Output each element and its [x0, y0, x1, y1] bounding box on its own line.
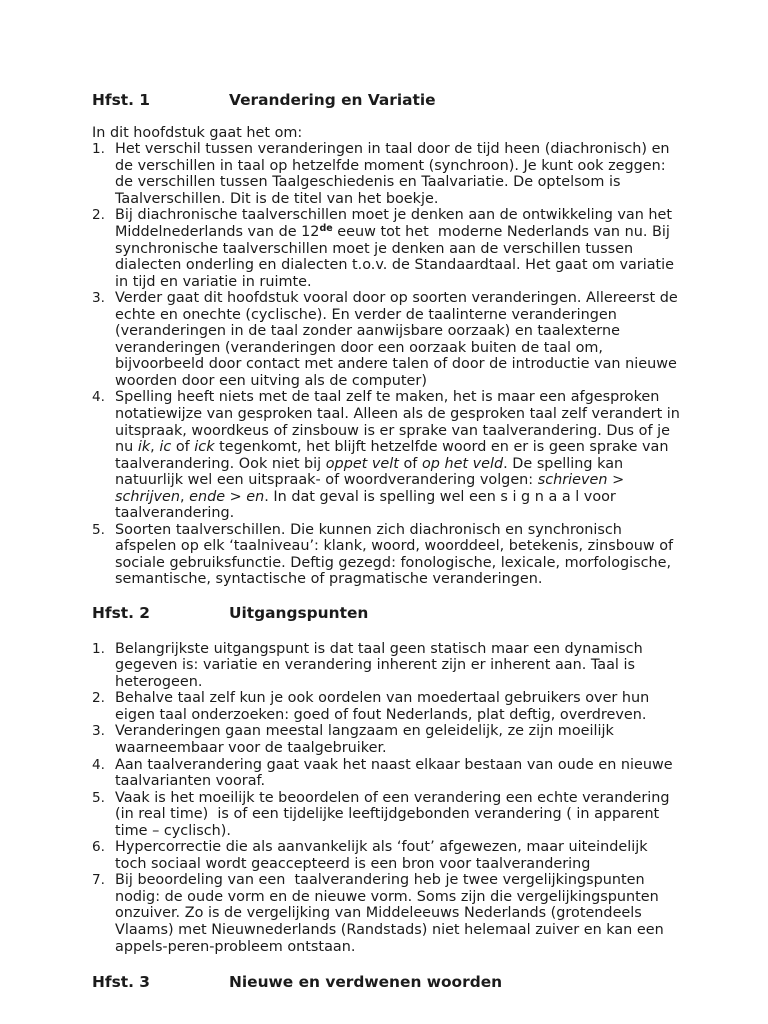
list-item-number: 7. [92, 872, 105, 889]
list-item-line: de verschillen tussen Taalgeschiedenis en Taalvariatie. De optelsom is [115, 174, 621, 191]
list-item-line: Bij beoordeling van een taalverandering heb je twee vergelijkingspunten [115, 872, 645, 889]
list-item-number: 1. [92, 141, 105, 158]
chapter-intro: In dit hoofdstuk gaat het om: [92, 124, 303, 141]
numbered-list [92, 641, 732, 955]
list-item-text [115, 207, 732, 290]
list-item-text [115, 690, 732, 723]
text-segment: . In dat geval is spelling wel een s i g n a a l voor [264, 488, 616, 505]
chapter-2 [92, 604, 732, 955]
list-item-line: Verder gaat dit hoofdstuk vooral door op soorten veranderingen. Allereerst de [115, 290, 678, 307]
chapter-title: Verandering en Variatie [229, 91, 436, 109]
chapter-heading [92, 973, 732, 991]
chapter-1 [92, 91, 732, 588]
text-segment: of [398, 455, 422, 472]
list-item-line: heterogeen. [115, 673, 203, 690]
chapter-heading [92, 91, 732, 109]
text-segment: nu [115, 439, 138, 456]
list-item-line: afspelen op elk ‘taalniveau’: klank, woord, woorddeel, betekenis, zinsbouw of [115, 538, 674, 555]
list-item-line: sociale gebruiksfunctie. Deftig gezegd: fonologische, lexicale, morfologische, [115, 554, 672, 571]
list-item-line [115, 456, 732, 473]
list-item-line: waarneembaar voor de taalgebruiker. [115, 739, 387, 756]
list-item-line: nodig: de oude vorm en de nieuwe vorm. Soms zijn die vergelijkingspunten [115, 888, 659, 905]
list-item-number: 4. [92, 389, 105, 406]
list-item-number: 5. [92, 789, 105, 806]
list-item-line: eigen taal onderzoeken: goed of fout Nederlands, plat deftig, overdreven. [115, 706, 647, 723]
list-item-text [115, 290, 732, 389]
list-item-text [115, 839, 732, 872]
list-item [92, 141, 732, 207]
list-item-number: 2. [92, 207, 105, 224]
text-segment: natuurlijk wel een uitspraak- of woordverandering volgen: [115, 472, 538, 489]
italic-text: schrieven > [537, 472, 625, 489]
list-item-line: onzuiver. Zo is de vergelijking van Middeleeuws Nederlands (grotendeels [115, 905, 642, 922]
text-segment: , [150, 439, 160, 456]
list-item-line: taalverandering. [115, 505, 235, 522]
list-item [92, 790, 732, 840]
list-item-line: woorden door een uitving als de computer) [115, 372, 427, 389]
italic-text: ik [137, 439, 151, 456]
chapter-3 [92, 973, 732, 991]
text-segment: Middelnederlands van de 12 [115, 223, 320, 240]
text-segment: taalverandering. Ook niet bij [115, 455, 326, 472]
superscript-text: de [319, 222, 333, 234]
list-item-line: Aan taalverandering gaat vaak het naast elkaar bestaan van oude en nieuwe [115, 756, 673, 773]
list-item-line: gegeven is: variatie en verandering inherent zijn er inherent aan. Taal is [115, 657, 635, 674]
list-item-line: Behalve taal zelf kun je ook oordelen van moedertaal gebruikers over hun [115, 690, 650, 707]
text-segment: , [179, 488, 190, 505]
list-item-line: taalvarianten vooraf. [115, 773, 266, 790]
list-item-text [115, 757, 732, 790]
italic-text: ende [189, 488, 226, 505]
list-item-line: echte en onechte (cyclische). En verder de taalinterne veranderingen [115, 306, 617, 323]
list-item-text [115, 389, 732, 521]
list-item-line: in tijd en variatie in ruimte. [115, 273, 312, 290]
list-item-line: Hypercorrectie die als aanvankelijk als ‘fout’ afgewezen, maar uiteindelijk [115, 839, 648, 856]
list-item-line: Het verschil tussen veranderingen in taal door de tijd heen (diachronisch) en [115, 141, 670, 158]
list-item-number: 1. [92, 640, 105, 657]
chapter-number: Hfst. 2 [92, 604, 151, 622]
list-item-line: notatiewijze van gesproken taal. Alleen als de gesproken taal zelf verandert in [115, 405, 680, 422]
text-segment: > [225, 488, 247, 505]
list-item-line: Vaak is het moeilijk te beoordelen of een verandering een echte verandering [115, 789, 670, 806]
list-item-number: 2. [92, 690, 105, 707]
list-item-number: 6. [92, 839, 105, 856]
text-segment: . De spelling kan [503, 455, 624, 472]
list-item-number: 3. [92, 290, 105, 307]
text-segment: tegenkomt, het blijft hetzelfde woord en er is geen sprake van [214, 439, 669, 456]
list-item [92, 757, 732, 790]
italic-text: ick [194, 439, 215, 456]
text-segment: of [171, 439, 195, 456]
list-item [92, 522, 732, 588]
list-item [92, 872, 732, 955]
italic-text: ic [159, 439, 172, 456]
list-item-line: veranderingen (veranderingen door een oorzaak buiten de taal om, [115, 339, 603, 356]
list-item-text [115, 790, 732, 840]
list-item-line: Vlaams) met Nieuwnederlands (Randstads) niet helemaal zuiver en kan een [115, 921, 664, 938]
list-item-line: Veranderingen gaan meestal langzaam en geleidelijk, ze zijn moeilijk [115, 723, 614, 740]
list-item-number: 4. [92, 756, 105, 773]
list-item-text [115, 141, 732, 207]
list-item-line: (veranderingen in de taal zonder aanwijsbare oorzaak) en taalexterne [115, 323, 620, 340]
list-item-line [115, 439, 732, 456]
chapter-title: Nieuwe en verdwenen woorden [229, 972, 503, 991]
document-body [92, 91, 732, 991]
list-item-line: uitspraak, woordkeus of zinsbouw is er sprake van taalverandering. Dus of je [115, 422, 670, 439]
list-item-line: Belangrijkste uitgangspunt is dat taal geen statisch maar een dynamisch [115, 640, 643, 657]
list-item [92, 690, 732, 723]
list-item-line: Soorten taalverschillen. Die kunnen zich diachronisch en synchronisch [115, 521, 622, 538]
numbered-list [92, 141, 732, 588]
italic-text: oppet velt [325, 455, 399, 472]
list-item [92, 839, 732, 872]
chapter-title: Uitgangspunten [229, 604, 369, 622]
list-item-line: time – cyclisch). [115, 822, 231, 839]
list-item-line [115, 224, 732, 241]
list-item-number: 5. [92, 521, 105, 538]
chapter-number: Hfst. 3 [92, 972, 151, 991]
list-item-line: Bij diachronische taalverschillen moet je denken aan de ontwikkeling van het [115, 207, 673, 224]
list-item [92, 641, 732, 691]
list-item-line: toch sociaal wordt geaccepteerd is een bron voor taalverandering [115, 855, 591, 872]
text-segment: eeuw tot het moderne Nederlands van nu. Bij [332, 223, 670, 240]
list-item-text [115, 641, 732, 691]
list-item-line: synchronische taalverschillen moet je denken aan de verschillen tussen [115, 240, 634, 257]
list-item-line: Taalverschillen. Dit is de titel van het boekje. [115, 190, 439, 207]
italic-text: en [246, 488, 265, 505]
list-item [92, 207, 732, 290]
list-item-text [115, 872, 732, 955]
list-item-line: bijvoorbeeld door contact met andere talen of door de introductie van nieuwe [115, 356, 677, 373]
list-item-text [115, 723, 732, 756]
list-item-line [115, 489, 732, 506]
italic-text: op het veld [421, 455, 504, 472]
list-item [92, 723, 732, 756]
list-item-line: de verschillen in taal op hetzelfde moment (synchroon). Je kunt ook zeggen: [115, 157, 666, 174]
list-item-line: appels-peren-probleem ontstaan. [115, 938, 356, 955]
list-item [92, 389, 732, 521]
italic-text: schrijven [115, 488, 180, 505]
list-item-line: Spelling heeft niets met de taal zelf te maken, het is maar een afgesproken [115, 389, 660, 406]
list-item-text [115, 522, 732, 588]
list-item [92, 290, 732, 389]
list-item-line [115, 472, 732, 489]
list-item-line: dialecten onderling en dialecten t.o.v. de Standaardtaal. Het gaat om variatie [115, 257, 675, 274]
list-item-line: semantische, syntactische of pragmatische veranderingen. [115, 571, 543, 588]
list-item-number: 3. [92, 723, 105, 740]
chapter-heading [92, 604, 732, 622]
list-item-line: (in real time) is of een tijdelijke leeftijdgebonden verandering ( in apparent [115, 806, 660, 823]
chapter-number: Hfst. 1 [92, 91, 151, 109]
